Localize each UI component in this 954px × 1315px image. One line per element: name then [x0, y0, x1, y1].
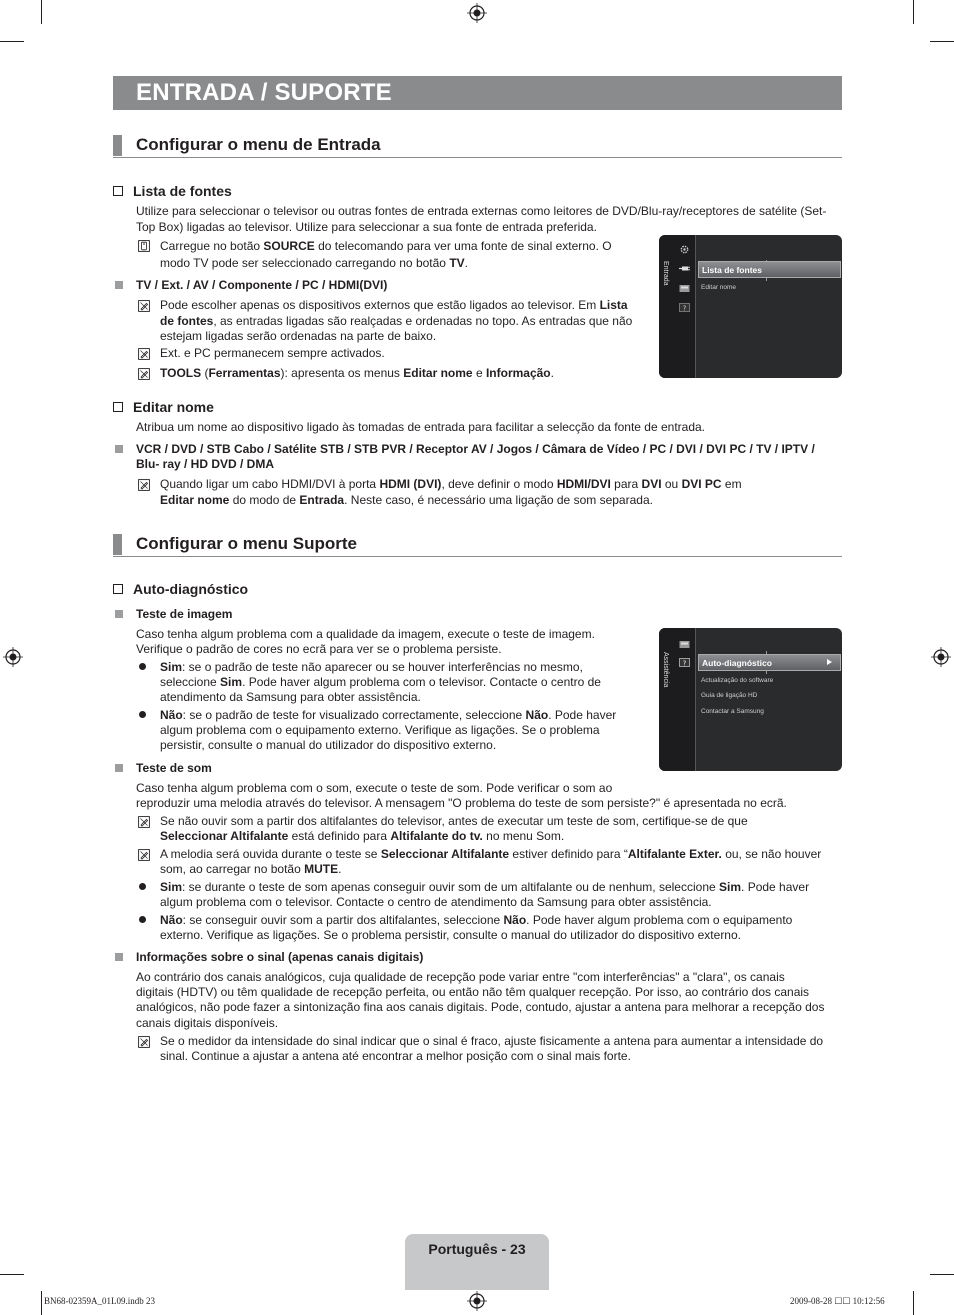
arrow-right-icon: [827, 659, 832, 665]
page-title-bar: [113, 76, 842, 110]
bullet-text: Não: se o padrão de teste for visualizado correctamente, seleccione Não. Pode haver: [160, 708, 617, 722]
crop-mark: [913, 1291, 914, 1315]
menu-rail: [659, 235, 696, 378]
section-marker: [113, 135, 122, 156]
bullet-text: algum problema com o televisor. Contacte o centro de atendimento da Samsung para obter assistência.: [160, 895, 712, 909]
subsection-heading-lista: Lista de fontes: [113, 182, 232, 200]
note-icon: [138, 368, 150, 380]
print-slug-left: BN68-02359A_01L09.indb 23: [44, 1296, 155, 1306]
paragraph-line: Caso tenha algum problema com o som, execute o teste de som. Pode verificar o som ao: [136, 781, 613, 795]
support-box-icon: [679, 284, 690, 293]
menu-category-label: Assistência: [662, 652, 669, 688]
note-text: modo TV pode ser seleccionado carregando no botão TV.: [160, 256, 468, 270]
section-title: Configurar o menu Suporte: [136, 534, 357, 553]
paragraph-line: digitais (HDTV) ou têm qualidade de recepção perfeita, ou então não têm qualquer recepção. Por isso, ao contrário dos canais: [136, 985, 810, 999]
note-text: som, ao carregar no botão MUTE.: [160, 862, 342, 876]
crop-mark: [930, 41, 954, 42]
bullet-label: Informações sobre o sinal (apenas canais digitais): [136, 950, 424, 964]
square-bullet: [115, 764, 123, 772]
menu-item[interactable]: Editar nome: [701, 284, 737, 291]
note-text: sinal. Continue a ajustar a antena até encontrar a melhor posição com o sinal mais forte.: [160, 1049, 631, 1063]
tv-menu-screenshot-entrada: [659, 235, 842, 378]
note-text: de fontes, as entradas ligadas são realçadas e ordenadas no topo. As entradas que não: [160, 314, 633, 328]
checkbox-bullet-icon: [113, 584, 123, 594]
note-text: A melodia será ouvida durante o teste se Seleccionar Altifalante estiver definido para “Altifalante Exter. ou, se não houver: [160, 847, 822, 861]
menu-item-selected[interactable]: Lista de fontes: [698, 261, 841, 278]
menu-tick: [766, 671, 767, 674]
paragraph-line: analógicos, não pode fazer a sintonização fina aos canais digitais. Pode, contudo, ajustar a antena para melhorar a recepção dos: [136, 1000, 825, 1014]
round-bullet: [139, 711, 146, 718]
bullet-label: Teste de som: [136, 761, 212, 775]
input-plug-icon: [679, 264, 690, 273]
page-number-tab: [405, 1234, 549, 1290]
settings-gear-icon: [679, 245, 690, 254]
note-text: TOOLS (Ferramentas): apresenta os menus Editar nome e Informação.: [160, 366, 554, 380]
note-icon: [138, 849, 150, 861]
paragraph-line: Ao contrário dos canais analógicos, cuja qualidade de recepção pode variar entre "com interferências" a "clara", os canais: [136, 970, 785, 984]
note-text: Ext. e PC permanecem sempre activados.: [160, 346, 385, 360]
crop-mark: [0, 41, 24, 42]
help-question-icon: [679, 658, 690, 667]
help-question-icon: [679, 303, 690, 312]
bullet-text: Não: se conseguir ouvir som a partir dos altifalantes, seleccione Não. Pode haver algum problema com o equipamento: [160, 913, 793, 927]
bullet-label: VCR / DVD / STB Cabo / Satélite STB / STB PVR / Receptor AV / Jogos / Câmara de Vídeo / PC / DVI / DVI PC / TV / IPTV /: [136, 442, 815, 456]
checkbox-bullet-icon: [113, 402, 123, 412]
bullet-text: Sim: se durante o teste de som apenas conseguir ouvir som de um altifalante ou de nenhum, seleccione Sim. Pode haver: [160, 880, 810, 894]
square-bullet: [115, 953, 123, 961]
bullet-text: externo. Verifique as ligações. Se o problema persistir, consulte o manual do utilizador do dispositivo externo.: [160, 928, 741, 942]
crop-mark: [41, 1291, 42, 1315]
note-icon: [138, 348, 150, 360]
checkbox-bullet-icon: [113, 186, 123, 196]
note-icon: [138, 816, 150, 828]
paragraph-line: Top Box) ligadas ao televisor. Utilize para seleccionar a sua fonte de entrada preferida.: [136, 220, 597, 234]
menu-tick: [766, 278, 767, 281]
registration-mark-icon: [931, 647, 951, 667]
section-heading-entrada: [113, 133, 842, 158]
note-icon: [138, 1036, 150, 1048]
paragraph-line: Utilize para seleccionar o televisor ou outras fontes de entrada externas como leitores de DVD/Blu-ray/receptores de satélite (Set-: [136, 204, 827, 218]
paragraph-line: Caso tenha algum problema com a qualidade da imagem, execute o teste de imagem.: [136, 627, 595, 641]
bullet-label: Teste de imagem: [136, 607, 233, 621]
menu-category-label: Entrada: [662, 261, 669, 286]
round-bullet: [139, 883, 146, 890]
subsection-heading-editar: Editar nome: [113, 398, 214, 416]
registration-mark-icon: [3, 647, 23, 667]
note-text: Editar nome do modo de Entrada. Neste caso, é necessário uma ligação de som separada.: [160, 493, 653, 507]
menu-rail: [659, 628, 696, 771]
note-text: estejam ligadas serão ordenadas na parte de baixo.: [160, 329, 437, 343]
registration-mark-icon: [467, 3, 487, 23]
page-number: Português - 23: [428, 1241, 526, 1257]
bullet-text: atendimento da Samsung para obter assistência.: [160, 690, 421, 704]
print-slug-right: 2009-08-28 ☐☐ 10:12:56: [790, 1296, 885, 1306]
bullet-label: Blu- ray / HD DVD / DMA: [136, 457, 275, 471]
paragraph-line: canais digitais disponíveis.: [136, 1016, 279, 1030]
crop-mark: [41, 0, 42, 24]
note-text: Carregue no botão SOURCE do telecomando para ver uma fonte de sinal externo. O: [160, 239, 612, 253]
bullet-text: seleccione Sim. Pode haver algum problema com o televisor. Contacte o centro de: [160, 675, 601, 689]
round-bullet: [139, 663, 146, 670]
note-text: Quando ligar um cabo HDMI/DVI à porta HDMI (DVI), deve definir o modo HDMI/DVI para DVI ou DVI PC em: [160, 477, 742, 491]
note-icon: [138, 300, 150, 312]
round-bullet: [139, 916, 146, 923]
crop-mark: [0, 1274, 24, 1275]
section-heading-suporte: [113, 532, 842, 557]
section-marker: [113, 534, 122, 555]
svg-text:?: ?: [682, 659, 687, 667]
bullet-text: Sim: se o padrão de teste não aparecer ou se houver interferências no mesmo,: [160, 660, 583, 674]
note-text: Se o medidor da intensidade do sinal indicar que o sinal é fraco, ajuste fisicamente a antena para aumentar a intensidade do: [160, 1034, 824, 1048]
note-icon: [138, 479, 150, 491]
menu-item[interactable]: Contactar a Samsung: [701, 708, 764, 715]
note-text: Seleccionar Altifalante está definido para Altifalante do tv. no menu Som.: [160, 829, 565, 843]
paragraph-line: reproduzir uma melodia através do televisor. A mensagem "O problema do teste de som persiste?" é apresentada no ecrã.: [136, 796, 787, 810]
square-bullet: [115, 281, 123, 289]
bullet-text: persistir, consulte o manual do utilizador do dispositivo externo.: [160, 738, 497, 752]
page-title: ENTRADA / SUPORTE: [136, 79, 392, 106]
bullet-label: TV / Ext. / AV / Componente / PC / HDMI(DVI): [136, 278, 388, 292]
paragraph-line: Atribua um nome ao dispositivo ligado às tomadas de entrada para facilitar a selecção da fonte de entrada.: [136, 420, 706, 434]
crop-mark: [913, 0, 914, 24]
section-title: Configurar o menu de Entrada: [136, 135, 381, 154]
svg-text:?: ?: [682, 304, 687, 312]
note-text: Pode escolher apenas os dispositivos externos que estão ligados ao televisor. Em Lista: [160, 298, 628, 312]
square-bullet: [115, 445, 123, 453]
subsection-heading-auto: Auto-diagnóstico: [113, 580, 248, 598]
note-text: Se não ouvir som a partir dos altifalantes do televisor, antes de executar um teste de som, certifique-se de que: [160, 814, 748, 828]
tv-menu-screenshot-assistencia: [659, 628, 842, 771]
paragraph-line: Verifique o padrão de cores no ecrã para ver se o problema persiste.: [136, 642, 502, 656]
menu-item[interactable]: Actualização do software: [701, 677, 774, 684]
menu-item[interactable]: Guia de ligação HD: [701, 692, 758, 699]
square-bullet: [115, 610, 123, 618]
support-box-icon: [679, 640, 690, 649]
bullet-text: algum problema com o equipamento externo. Verifique as ligações. Se o problema: [160, 723, 600, 737]
menu-item-selected[interactable]: Auto-diagnóstico: [698, 654, 841, 671]
remote-note-icon: [138, 240, 150, 252]
registration-mark-icon: [467, 1291, 487, 1311]
crop-mark: [930, 1274, 954, 1275]
